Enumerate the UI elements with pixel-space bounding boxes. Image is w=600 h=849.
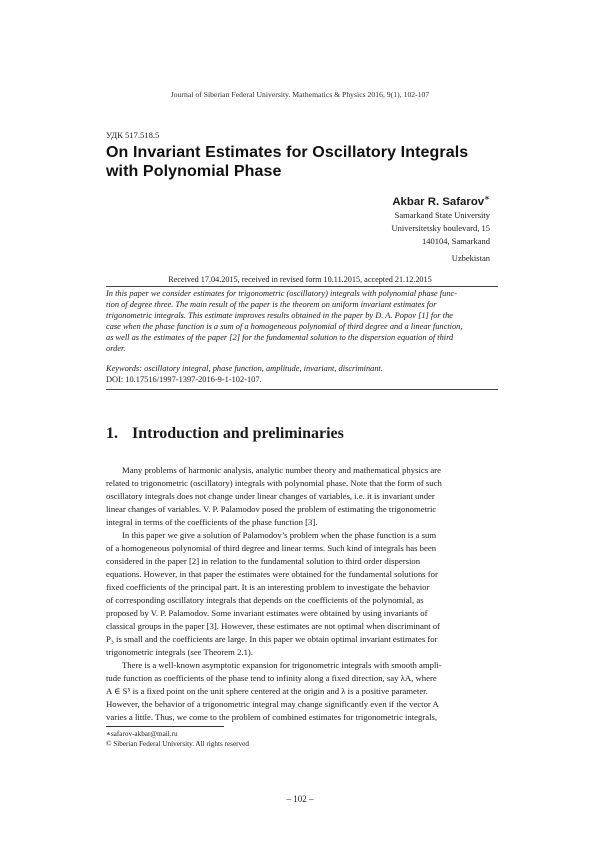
abstract-top-rule xyxy=(106,286,498,287)
section-number: 1. xyxy=(106,425,118,442)
body-line: P₃ is small and the coefficients are large. In this paper we obtain optimal invariant estimates for xyxy=(106,634,438,644)
body-line: tude function as coefficients of the phase tend to infinity along a fixed direction, say λA, where xyxy=(106,673,437,683)
author-name-text: Akbar R. Safarov xyxy=(392,196,485,208)
section-title: Introduction and preliminaries xyxy=(132,425,344,442)
abstract-line: trigonometric integrals. This estimate improves results obtained in the paper by D. A. Popov [1] for the xyxy=(106,311,453,320)
paper-title-line-2: with Polynomial Phase xyxy=(106,163,282,180)
abstract-line: In this paper we consider estimates for trigonometric (oscillatory) integrals with polynomial phase func- xyxy=(106,289,458,298)
body-line: Many problems of harmonic analysis, analytic number theory and mathematical physics are xyxy=(122,465,441,475)
body-line: integral in terms of the coefficients of the phase function [3]. xyxy=(106,517,318,527)
paper-title-line-1: On Invariant Estimates for Oscillatory Integrals xyxy=(106,144,469,161)
body-line: of a homogeneous polynomial of third degree and linear terms. Such kind of integrals has been xyxy=(106,543,437,553)
affiliation-line: Samarkand State University xyxy=(394,210,490,220)
body-line: linear changes of variables. V. P. Palamodov posed the problem of estimating the trigonometric xyxy=(106,504,437,514)
body-line: equations. However, in that paper the estimates were obtained for the fundamental solutions for xyxy=(106,569,438,579)
udk-code: УДК 517.518.5 xyxy=(106,130,160,140)
body-line: considered in the paper [2] in relation to the fundamental solution to third order dispersion xyxy=(106,556,421,566)
abstract-line: case when the phase function is a sum of a homogeneous polynomial of third degree and a linear function, xyxy=(106,322,463,331)
abstract-bottom-rule xyxy=(106,389,498,390)
affiliation-line: Universitetsky boulevard, 15 xyxy=(391,223,490,233)
body-line: proposed by V. P. Palamodov. Some invariant estimates were obtained by using invariants of xyxy=(106,608,428,618)
author-footnote-mark: ∗ xyxy=(484,195,490,202)
keywords: Keywords: oscillatory integral, phase function, amplitude, invariant, discriminant. xyxy=(106,364,383,373)
section-heading xyxy=(106,425,344,443)
doi-line: DOI: 10.17516/1997-1397-2016-9-1-102-107. xyxy=(106,375,262,384)
abstract-line: tion of degree three. The main result of the paper is the theorem on uniform invariant estimates for xyxy=(106,300,437,309)
body-line: In this paper we give a solution of Palamodov’s problem when the phase function is a sum xyxy=(122,530,437,540)
journal-header: Journal of Siberian Federal University. Mathematics & Physics 2016, 9(1), 102-107 xyxy=(170,90,430,99)
page-number: – 102 – xyxy=(286,794,314,804)
footnote-rule xyxy=(106,726,224,727)
received-dates: Received 17.04.2015, received in revised form 10.11.2015, accepted 21.12.2015 xyxy=(168,275,432,284)
affiliation-line: 140104, Samarkand xyxy=(422,236,490,246)
abstract-line: order. xyxy=(106,344,126,353)
author-name xyxy=(392,194,490,208)
footnote-copyright: © Siberian Federal University. All rights reserved xyxy=(106,740,249,748)
body-line: There is a well-known asymptotic expansion for trigonometric integrals with smooth ampli- xyxy=(122,660,442,670)
body-line: varies a little. Thus, we come to the problem of combined estimates for trigonometric integrals, xyxy=(106,712,438,722)
body-line: classical groups in the paper [3]. However, these estimates are not optimal when discriminant of xyxy=(106,621,441,631)
abstract-line: as well as the estimates of the paper [2] for the fundamental solution to the dispersion equation of third xyxy=(106,333,454,342)
body-line: fixed coefficients of the principal part. It is an interesting problem to investigate the behavior xyxy=(106,582,430,592)
body-line: A ∈ S⁵ is a fixed point on the unit sphere centered at the origin and λ is a positive parameter. xyxy=(106,686,428,696)
body-line: oscillatory integrals does not change under linear changes of variables, i.e. it is invariant under xyxy=(106,491,435,501)
body-line: trigonometric integrals (see Theorem 2.1). xyxy=(106,647,253,657)
body-line: of corresponding oscillatory integrals that depends on the coefficients of the polynomial, as xyxy=(106,595,424,605)
affiliation-line: Uzbekistan xyxy=(451,253,490,263)
body-line: However, the behavior of a trigonometric integral may change significantly even if the vector A xyxy=(106,699,439,709)
footnote-email: ∗safarov-akbar@mail.ru xyxy=(106,730,178,738)
body-line: related to trigonometric (oscillatory) integrals with polynomial phase. Note that the form of such xyxy=(106,478,442,488)
